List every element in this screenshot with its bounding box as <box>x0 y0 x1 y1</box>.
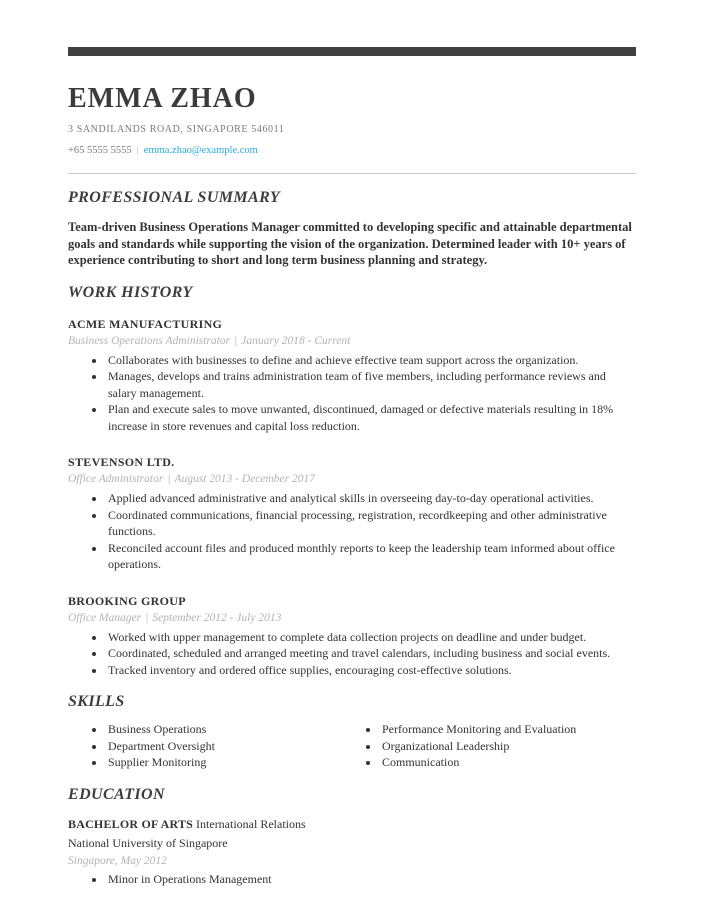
job-bullet: • Reconciled account files and produced monthly reports to keep the leadership team informed about office operations. <box>106 540 636 573</box>
skill-item: • Supplier Monitoring <box>106 754 368 771</box>
job-dates: January 2018 - Current <box>241 334 351 347</box>
skills-columns <box>68 721 636 771</box>
job-entry <box>68 455 636 573</box>
meta-separator: | <box>167 473 171 485</box>
education-bullet: • Minor in Operations Management <box>106 871 636 888</box>
contact-line <box>68 145 636 156</box>
job-bullet: • Tracked inventory and ordered office supplies, encouraging cost-effective solutions. <box>106 662 636 679</box>
top-accent-bar <box>68 47 636 56</box>
skill-item: • Department Oversight <box>106 738 368 755</box>
job-entry <box>68 317 636 435</box>
job-bullet: • Collaborates with businesses to define and achieve effective team support across the organization. <box>106 352 636 369</box>
candidate-name: EMMA ZHAO <box>68 83 257 114</box>
skill-item: • Performance Monitoring and Evaluation <box>380 721 636 738</box>
address-line: 3 SANDILANDS ROAD, SINGAPORE 546011 <box>68 124 285 135</box>
summary-text: Team-driven Business Operations Manager committed to developing specific and attainable departmental goals and standards while supporting the vision of the organization. Determined leader with 10+ years of experience contributing to short and long term business planning and strategy. <box>68 220 632 267</box>
company-name: STEVENSON LTD. <box>68 455 175 469</box>
section-heading-education: EDUCATION <box>68 785 165 803</box>
degree-field: International Relations <box>196 816 306 831</box>
education-location-date: Singapore, May 2012 <box>68 854 167 867</box>
job-bullet: • Coordinated, scheduled and arranged meeting and travel calendars, including business and social events. <box>106 645 636 662</box>
job-title: Office Administrator <box>68 473 164 485</box>
skill-list <box>68 721 368 771</box>
job-meta-line <box>68 335 636 347</box>
skill-item: • Organizational Leadership <box>380 738 636 755</box>
job-bullet-list <box>68 490 636 573</box>
company-name: ACME MANUFACTURING <box>68 316 223 331</box>
job-title: Office Manager <box>68 611 142 624</box>
skill-item: • Business Operations <box>106 721 368 738</box>
education-bullet-list <box>68 871 636 888</box>
job-bullet-list <box>68 629 636 679</box>
job-meta-line <box>68 473 636 485</box>
meta-separator: | <box>145 611 149 624</box>
meta-separator: | <box>234 334 238 347</box>
job-dates: August 2013 - December 2017 <box>174 473 316 485</box>
job-title: Business Operations Administrator <box>68 334 231 347</box>
skills-column-left <box>68 721 368 771</box>
school-name: National University of Singapore <box>68 835 228 850</box>
job-bullet: • Manages, develops and trains administration team of five members, including performance reviews and salary management. <box>106 368 636 401</box>
section-heading-summary: PROFESSIONAL SUMMARY <box>68 189 281 206</box>
skill-item: • Communication <box>380 754 636 771</box>
contact-separator: | <box>136 145 139 156</box>
skill-list <box>368 721 636 771</box>
section-heading-skills: SKILLS <box>68 693 125 710</box>
job-bullet-list <box>68 352 636 435</box>
company-name: BROOKING GROUP <box>68 593 186 608</box>
email-link[interactable]: emma.zhao@example.com <box>143 145 258 156</box>
degree-line <box>68 817 636 832</box>
skills-column-right <box>368 721 636 771</box>
phone-number: +65 5555 5555 <box>68 145 132 156</box>
job-entry <box>68 594 636 679</box>
job-meta-line <box>68 612 636 624</box>
degree-name: BACHELOR OF ARTS <box>68 816 194 831</box>
job-dates: September 2012 - July 2013 <box>152 611 282 624</box>
job-bullet: • Worked with upper management to complete data collection projects on deadline and under budget. <box>106 629 636 646</box>
section-heading-work-history: WORK HISTORY <box>68 283 193 301</box>
job-bullet: • Plan and execute sales to move unwanted, discontinued, damaged or defective materials resulting in 18% increase in store revenues and capital loss reduction. <box>106 401 636 434</box>
education-entry <box>68 817 636 888</box>
job-bullet: • Applied advanced administrative and analytical skills in overseeing day-to-day operational activities. <box>106 490 636 507</box>
header-divider <box>68 173 636 174</box>
job-bullet: • Coordinated communications, financial processing, registration, recordkeeping and other administrative functions. <box>106 507 636 540</box>
